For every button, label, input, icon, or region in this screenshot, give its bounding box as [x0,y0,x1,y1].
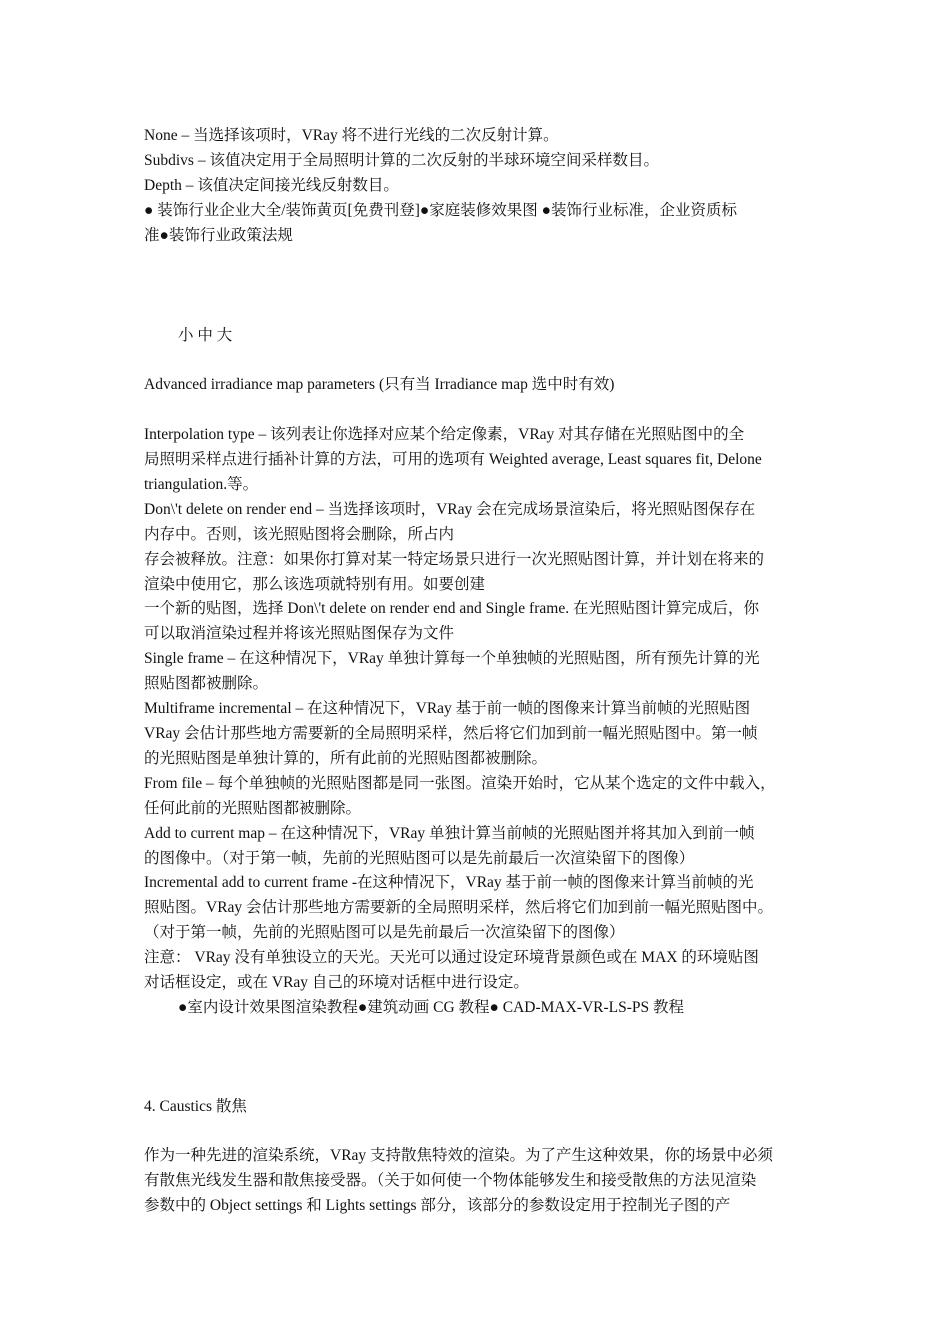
text-line: 可以取消渲染过程并将该光照贴图保存为文件 [144,625,455,642]
text-line: 一个新的贴图，选择 Don\'t delete on render end and Single frame. 在光照贴图计算完成后，你 [144,600,759,617]
text-line: Incremental add to current frame -在这种情况下，VRay 基于前一帧的图像来计算当前帧的光 [144,874,754,891]
section-heading: Advanced irradiance map parameters (只有当 Irradiance map 选中时有效) [144,376,615,393]
text-line: 局照明采样点进行插补计算的方法，可用的选项有 Weighted average, Least squares fit, Delone [144,451,762,468]
text-line: Add to current map – 在这种情况下，VRay 单独计算当前帧的光照贴图并将其加入到前一帧 [144,825,755,842]
text-line: 作为一种先进的渲染系统，VRay 支持散焦特效的渲染。为了产生这种效果，你的场景中必须 [144,1147,774,1164]
text-line: Single frame – 在这种情况下，VRay 单独计算每一个单独帧的光照贴图，所有预先计算的光 [144,650,760,667]
text-line: Interpolation type – 该列表让你选择对应某个给定像素，VRay 对其存储在光照贴图中的全 [144,426,745,443]
text-line: Depth – 该值决定间接光线反射数目。 [144,177,399,194]
text-line: （对于第一帧，先前的光照贴图可以是先前最后一次渲染留下的图像） [144,924,625,941]
text-line: From file – 每个单独帧的光照贴图都是同一张图。渲染开始时，它从某个选定的文件中载入， [144,775,776,792]
text-line: 存会被释放。注意：如果你打算对某一特定场景只进行一次光照贴图计算，并计划在将来的 [144,551,765,568]
text-line: None – 当选择该项时，VRay 将不进行光线的二次反射计算。 [144,127,559,144]
text-line: 的图像中。（对于第一帧，先前的光照贴图可以是先前最后一次渲染留下的图像） [144,850,695,867]
text-line: 照贴图都被删除。 [144,675,269,692]
text-line: triangulation.等。 [144,476,259,493]
text-line: 的光照贴图是单独计算的，所有此前的光照贴图都被删除。 [144,750,548,767]
text-line: Subdivs – 该值决定用于全局照明计算的二次反射的半球环境空间采样数目。 [144,152,659,169]
text-line: 准●装饰行业政策法规 [144,227,293,244]
section-heading: 4. Caustics 散焦 [144,1098,247,1115]
text-line: 有散焦光线发生器和散焦接受器。（关于如何使一个物体能够发生和接受散焦的方法见渲染 [144,1172,757,1189]
text-line: 内存中。否则，该光照贴图将会删除，所占内 [144,526,455,543]
text-line: 任何此前的光照贴图都被删除。 [144,800,362,817]
text-line: ● 装饰行业企业大全/装饰黄页[免费刊登]●家庭装修效果图 ●装饰行业标准，企业资质标 [144,202,737,219]
text-line: 照贴图。VRay 会估计那些地方需要新的全局照明采样，然后将它们加到前一幅光照贴图中。 [144,899,774,916]
text-line: VRay 会估计那些地方需要新的全局照明采样，然后将它们加到前一幅光照贴图中。第一帧 [144,725,758,742]
text-line: 注意： VRay 没有单独设立的天光。天光可以通过设定环境背景颜色或在 MAX 的环境贴图 [144,949,759,966]
text-line: Don\'t delete on render end – 当选择该项时，VRay 会在完成场景渲染后，将光照贴图保存在 [144,501,756,518]
text-line: 参数中的 Object settings 和 Lights settings 部分，该部分的参数设定用于控制光子图的产 [144,1197,731,1214]
font-size-options: 小 中 大 [178,327,233,344]
text-line: Multiframe incremental – 在这种情况下，VRay 基于前一帧的图像来计算当前帧的光照贴图 [144,700,751,717]
text-line: 渲染中使用它，那么该选项就特别有用。如要创建 [144,576,486,593]
text-line: 对话框设定，或在 VRay 自己的环境对话框中进行设定。 [144,974,529,991]
text-line: ●室内设计效果图渲染教程●建筑动画 CG 教程● CAD-MAX-VR-LS-PS 教程 [178,999,685,1016]
